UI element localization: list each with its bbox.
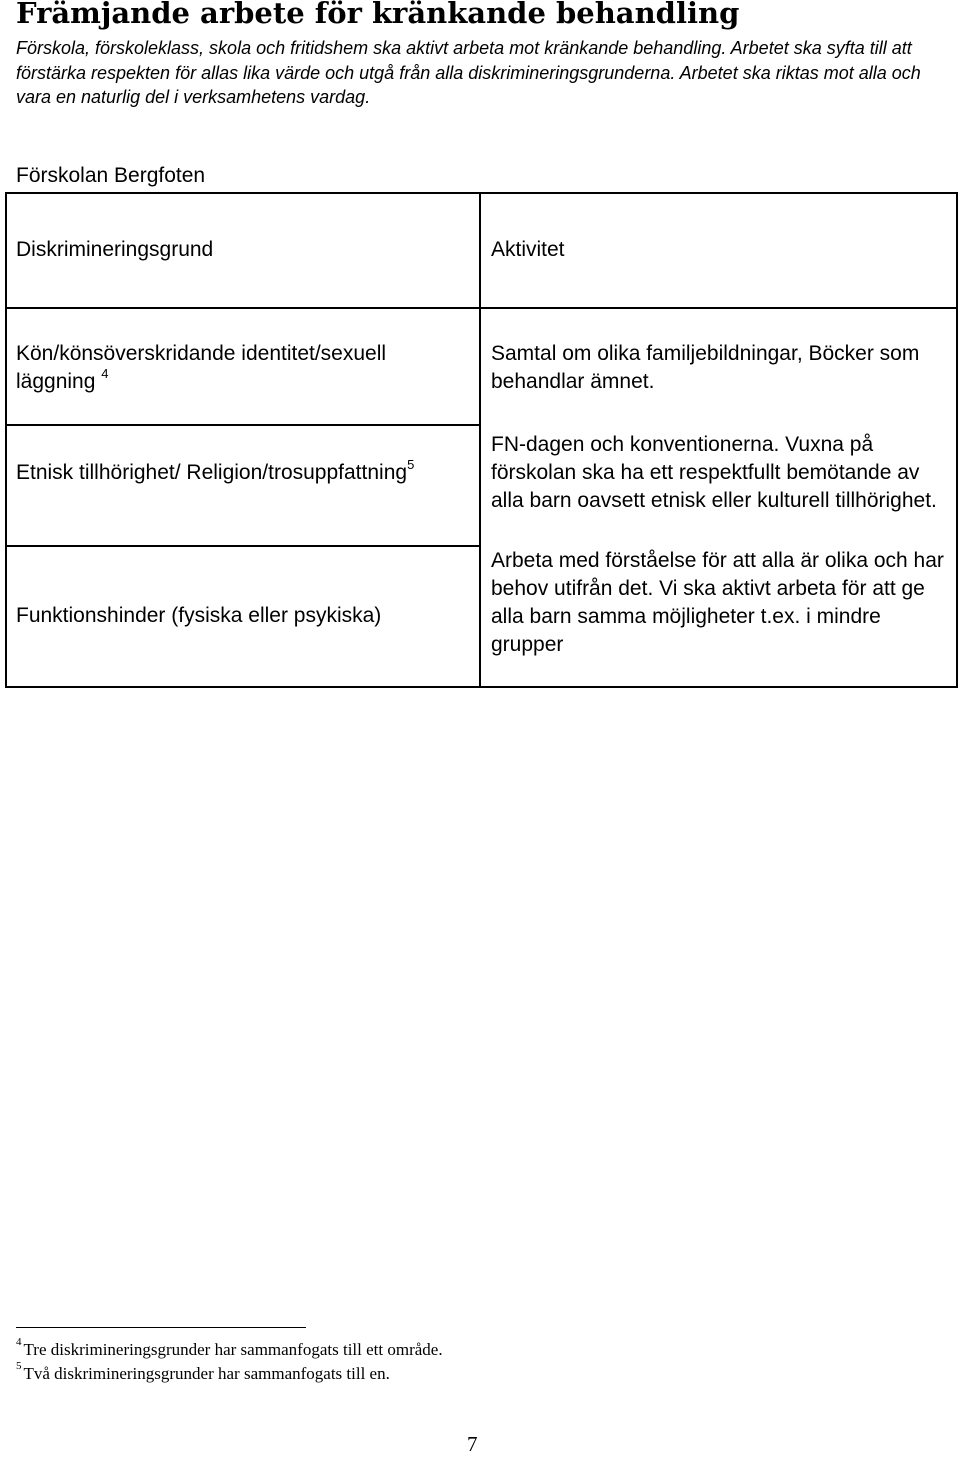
table-row-divider	[5, 545, 481, 547]
school-name: Förskolan Bergfoten	[16, 164, 206, 187]
table-cell-ground	[16, 340, 461, 396]
table-cell-activity: Samtal om olika familjebildningar, Böcker som behandlar ämnet.	[491, 342, 920, 393]
page-number: 7	[467, 1432, 478, 1456]
table-border-bottom	[5, 686, 958, 688]
table-cell-activity: FN-dagen och konventionerna. Vuxna på förskolan ska ha ett respektfullt bemötande av alla barn oavsett etnisk eller kulturell tillhörighet.	[491, 433, 937, 512]
footnote-number: 4	[16, 1336, 22, 1349]
footnote-text: Två diskrimineringsgrunder har sammanfogats till en.	[23, 1364, 390, 1383]
ground-text: Kön/könsöverskridande identitet/sexuell läggning	[16, 342, 387, 393]
table-row-divider	[5, 424, 481, 426]
footnote	[16, 1336, 443, 1361]
intro-paragraph: Förskola, förskoleklass, skola och fritidshem ska aktivt arbeta mot kränkande behandling. Arbetet ska syfta till att förstärka respekten för allas lika värde och utgå från alla diskrimineringsgrunderna. Arbetet ska riktas mot alla och vara en naturlig del i verksamhetens vardag.	[16, 38, 921, 107]
table-cell-activity: Arbeta med förståelse för att alla är olika och har behov utifrån det. Vi ska aktivt arbeta för att ge alla barn samma möjligheter t.ex. i mindre grupper	[491, 549, 944, 656]
table-header-ground: Diskrimineringsgrund	[16, 238, 214, 261]
footnote-text: Tre diskrimineringsgrunder har sammanfogats till ett område.	[23, 1340, 443, 1359]
ground-text: Funktionshinder (fysiska eller psykiska)	[16, 604, 382, 627]
footnote-separator	[16, 1327, 306, 1328]
footnote-number: 5	[16, 1360, 22, 1373]
table-column-divider	[479, 192, 481, 688]
table-border-right	[956, 192, 958, 688]
footnote-reference: 4	[101, 366, 109, 381]
table-cell-ground	[16, 602, 461, 630]
table-header-divider	[5, 307, 958, 309]
footnote-reference: 5	[407, 457, 415, 472]
page-heading: Främjande arbete för kränkande behandling	[16, 0, 740, 30]
discrimination-table	[0, 0, 960, 700]
ground-text: Etnisk tillhörighet/ Religion/trosuppfattning	[16, 461, 408, 484]
table-border-top	[5, 192, 958, 194]
table-header-activity: Aktivitet	[491, 238, 565, 261]
table-cell-ground	[16, 459, 461, 487]
table-border-left	[5, 192, 7, 688]
footnote	[16, 1360, 390, 1385]
